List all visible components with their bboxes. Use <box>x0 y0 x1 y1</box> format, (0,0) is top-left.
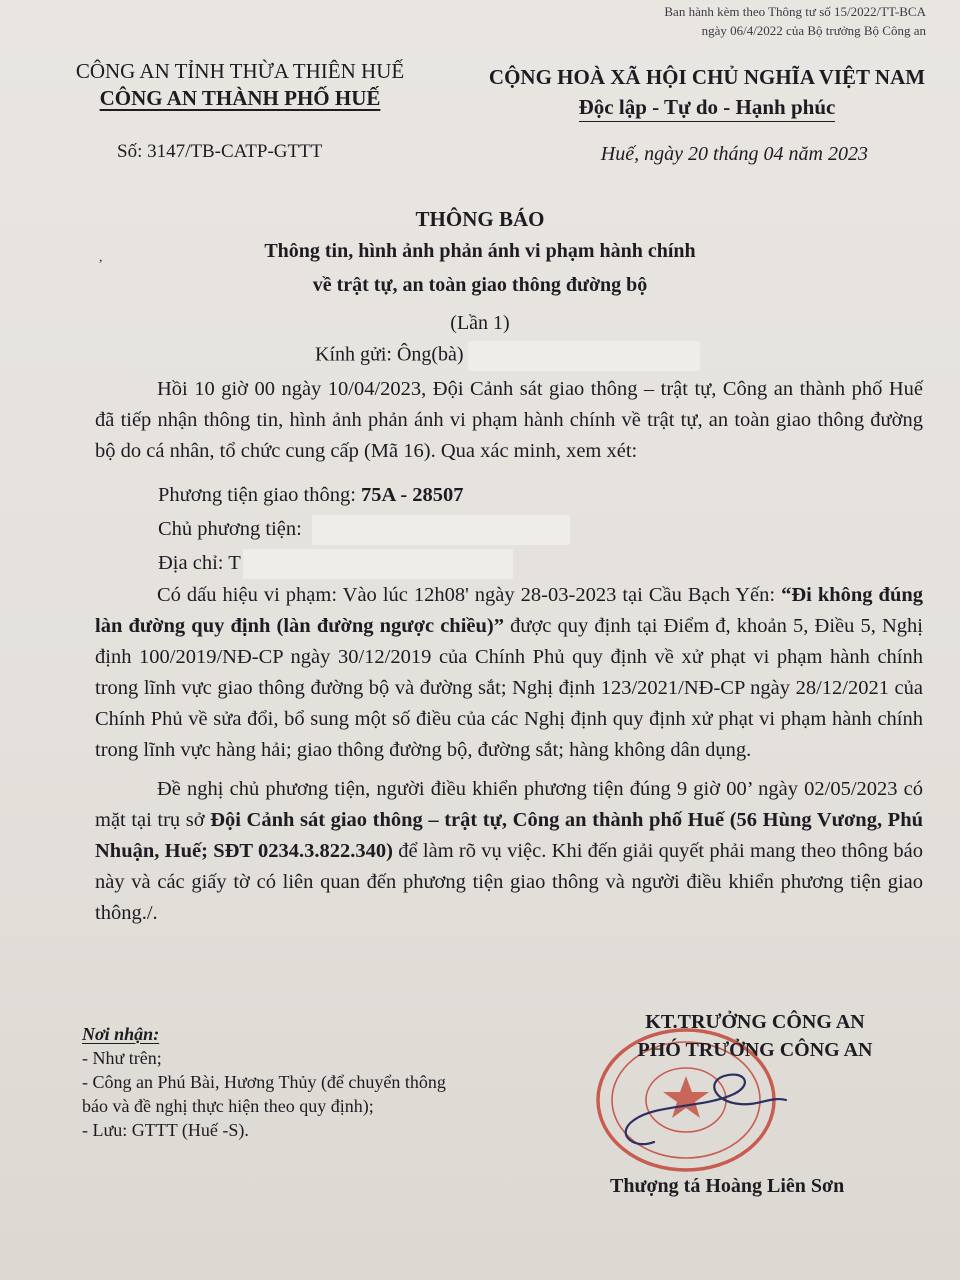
national-motto: Độc lập - Tự do - Hạnh phúc <box>579 95 836 122</box>
issuing-unit: CÔNG AN THÀNH PHỐ HUẾ <box>99 86 381 110</box>
owner-line <box>95 512 923 546</box>
intro-paragraph: Hồi 10 giờ 00 ngày 10/04/2023, Đội Cảnh sát giao thông – trật tự, Công an thành phố Huế đã tiếp nhận thông tin, hình ảnh phản ánh vi phạm hành chính về trật tự, an toàn giao thông đường bộ do cá nhân, tổ chức cung cấp (Mã 16). Qua xác minh, xem xét: <box>95 378 923 462</box>
country-name: CỘNG HOÀ XÃ HỘI CHỦ NGHĨA VIỆT NAM <box>488 65 926 89</box>
violation-description: “Đi không đúng làn đường quy định (làn đường ngược chiều)” <box>95 584 923 637</box>
violation-legal-basis: được quy định tại Điểm đ, khoản 5, Điều 5, Nghị định 100/2019/NĐ-CP ngày 30/12/2019 của Chính Phủ quy định về xử phạt vi phạm hành chính trong lĩnh vực giao thông đường bộ và đường sắt; Nghị định 123/2021/NĐ-CP ngày 28/12/2021 của Chính Phủ về sửa đổi, bổ sung một số điều của các Nghị định quy định xử phạt vi phạm hành chính trong lĩnh vực hàng hải; giao thông đường bộ, đường sắt; hàng không dân dụng. <box>95 615 923 761</box>
vehicle-plate: 75A - 28507 <box>361 484 464 506</box>
recipients-heading: Nơi nhận: <box>82 1024 160 1044</box>
national-heading <box>462 62 952 122</box>
recipient-item: - Như trên; <box>82 1048 162 1068</box>
document-title: THÔNG BÁO <box>415 207 545 231</box>
recipient-item: báo và đề nghị thực hiện theo quy định); <box>82 1096 374 1116</box>
violation-paragraph <box>95 580 923 766</box>
legal-basis-line-1: Ban hành kèm theo Thông tư số 15/2022/TT-BCA <box>664 4 926 19</box>
legal-basis-note <box>664 2 926 40</box>
document-number: Số: 3147/TB-CATP-GTTT <box>117 141 323 162</box>
notice-occurrence: (Lần 1) <box>450 312 510 334</box>
recipient-item: - Lưu: GTTT (Huế -S). <box>82 1120 249 1140</box>
recipient-label: Kính gửi: Ông(bà) <box>315 343 464 366</box>
signer-name: Thượng tá Hoàng Liên Sơn <box>610 1175 845 1197</box>
document-subtitle-1: Thông tin, hình ảnh phản ánh vi phạm hành chính <box>264 240 696 262</box>
signature-title-2: PHÓ TRƯỞNG CÔNG AN <box>637 1039 873 1061</box>
owner-label: Chủ phương tiện: <box>158 518 302 540</box>
address-line <box>95 546 923 580</box>
margin-mark: , <box>99 250 103 265</box>
office-address: Đội Cảnh sát giao thông – trật tự, Công an thành phố Huế (56 Hùng Vương, Phú Nhuận, Huế; SĐT 0234.3.822.340) <box>95 809 924 862</box>
request-part-1: Đề nghị chủ phương tiện, người điều khiển phương tiện đúng 9 giờ 00’ ngày 02/05/2023 có mặt tại trụ sở <box>95 778 923 831</box>
document-body <box>95 374 923 929</box>
request-part-2: để làm rõ vụ việc. Khi đến giải quyết phải mang theo thông báo này và các giấy tờ có liên quan đến phương tiện giao thông và người điều khiển phương tiện giao thông./. <box>95 840 923 924</box>
recipients-block <box>82 1022 446 1142</box>
vehicle-line <box>95 478 923 512</box>
document-date: Huế, ngày 20 tháng 04 năm 2023 <box>600 143 868 165</box>
recipient-line <box>315 341 700 371</box>
request-paragraph <box>95 774 923 929</box>
legal-basis-line-2: ngày 06/4/2022 của Bộ trưởng Bộ Công an <box>701 23 926 38</box>
parent-agency: CÔNG AN TỈNH THỪA THIÊN HUẾ <box>75 59 405 83</box>
vehicle-label: Phương tiện giao thông: <box>158 484 362 506</box>
signature-block <box>600 1008 910 1064</box>
recipient-item: - Công an Phú Bài, Hương Thủy (để chuyển thông <box>82 1072 446 1092</box>
address-label: Địa chỉ: T <box>158 552 241 574</box>
violation-intro: Có dấu hiệu vi phạm: Vào lúc 12h08' ngày 28-03-2023 tại Cầu Bạch Yến: <box>157 584 782 606</box>
title-block <box>0 204 960 342</box>
issuing-agency <box>40 58 440 112</box>
redacted-owner <box>312 515 570 545</box>
document-subtitle-2: về trật tự, an toàn giao thông đường bộ <box>312 274 648 296</box>
signature-title-1: KT.TRƯỞNG CÔNG AN <box>645 1011 865 1033</box>
redacted-address <box>243 549 513 579</box>
redacted-name <box>468 341 700 371</box>
